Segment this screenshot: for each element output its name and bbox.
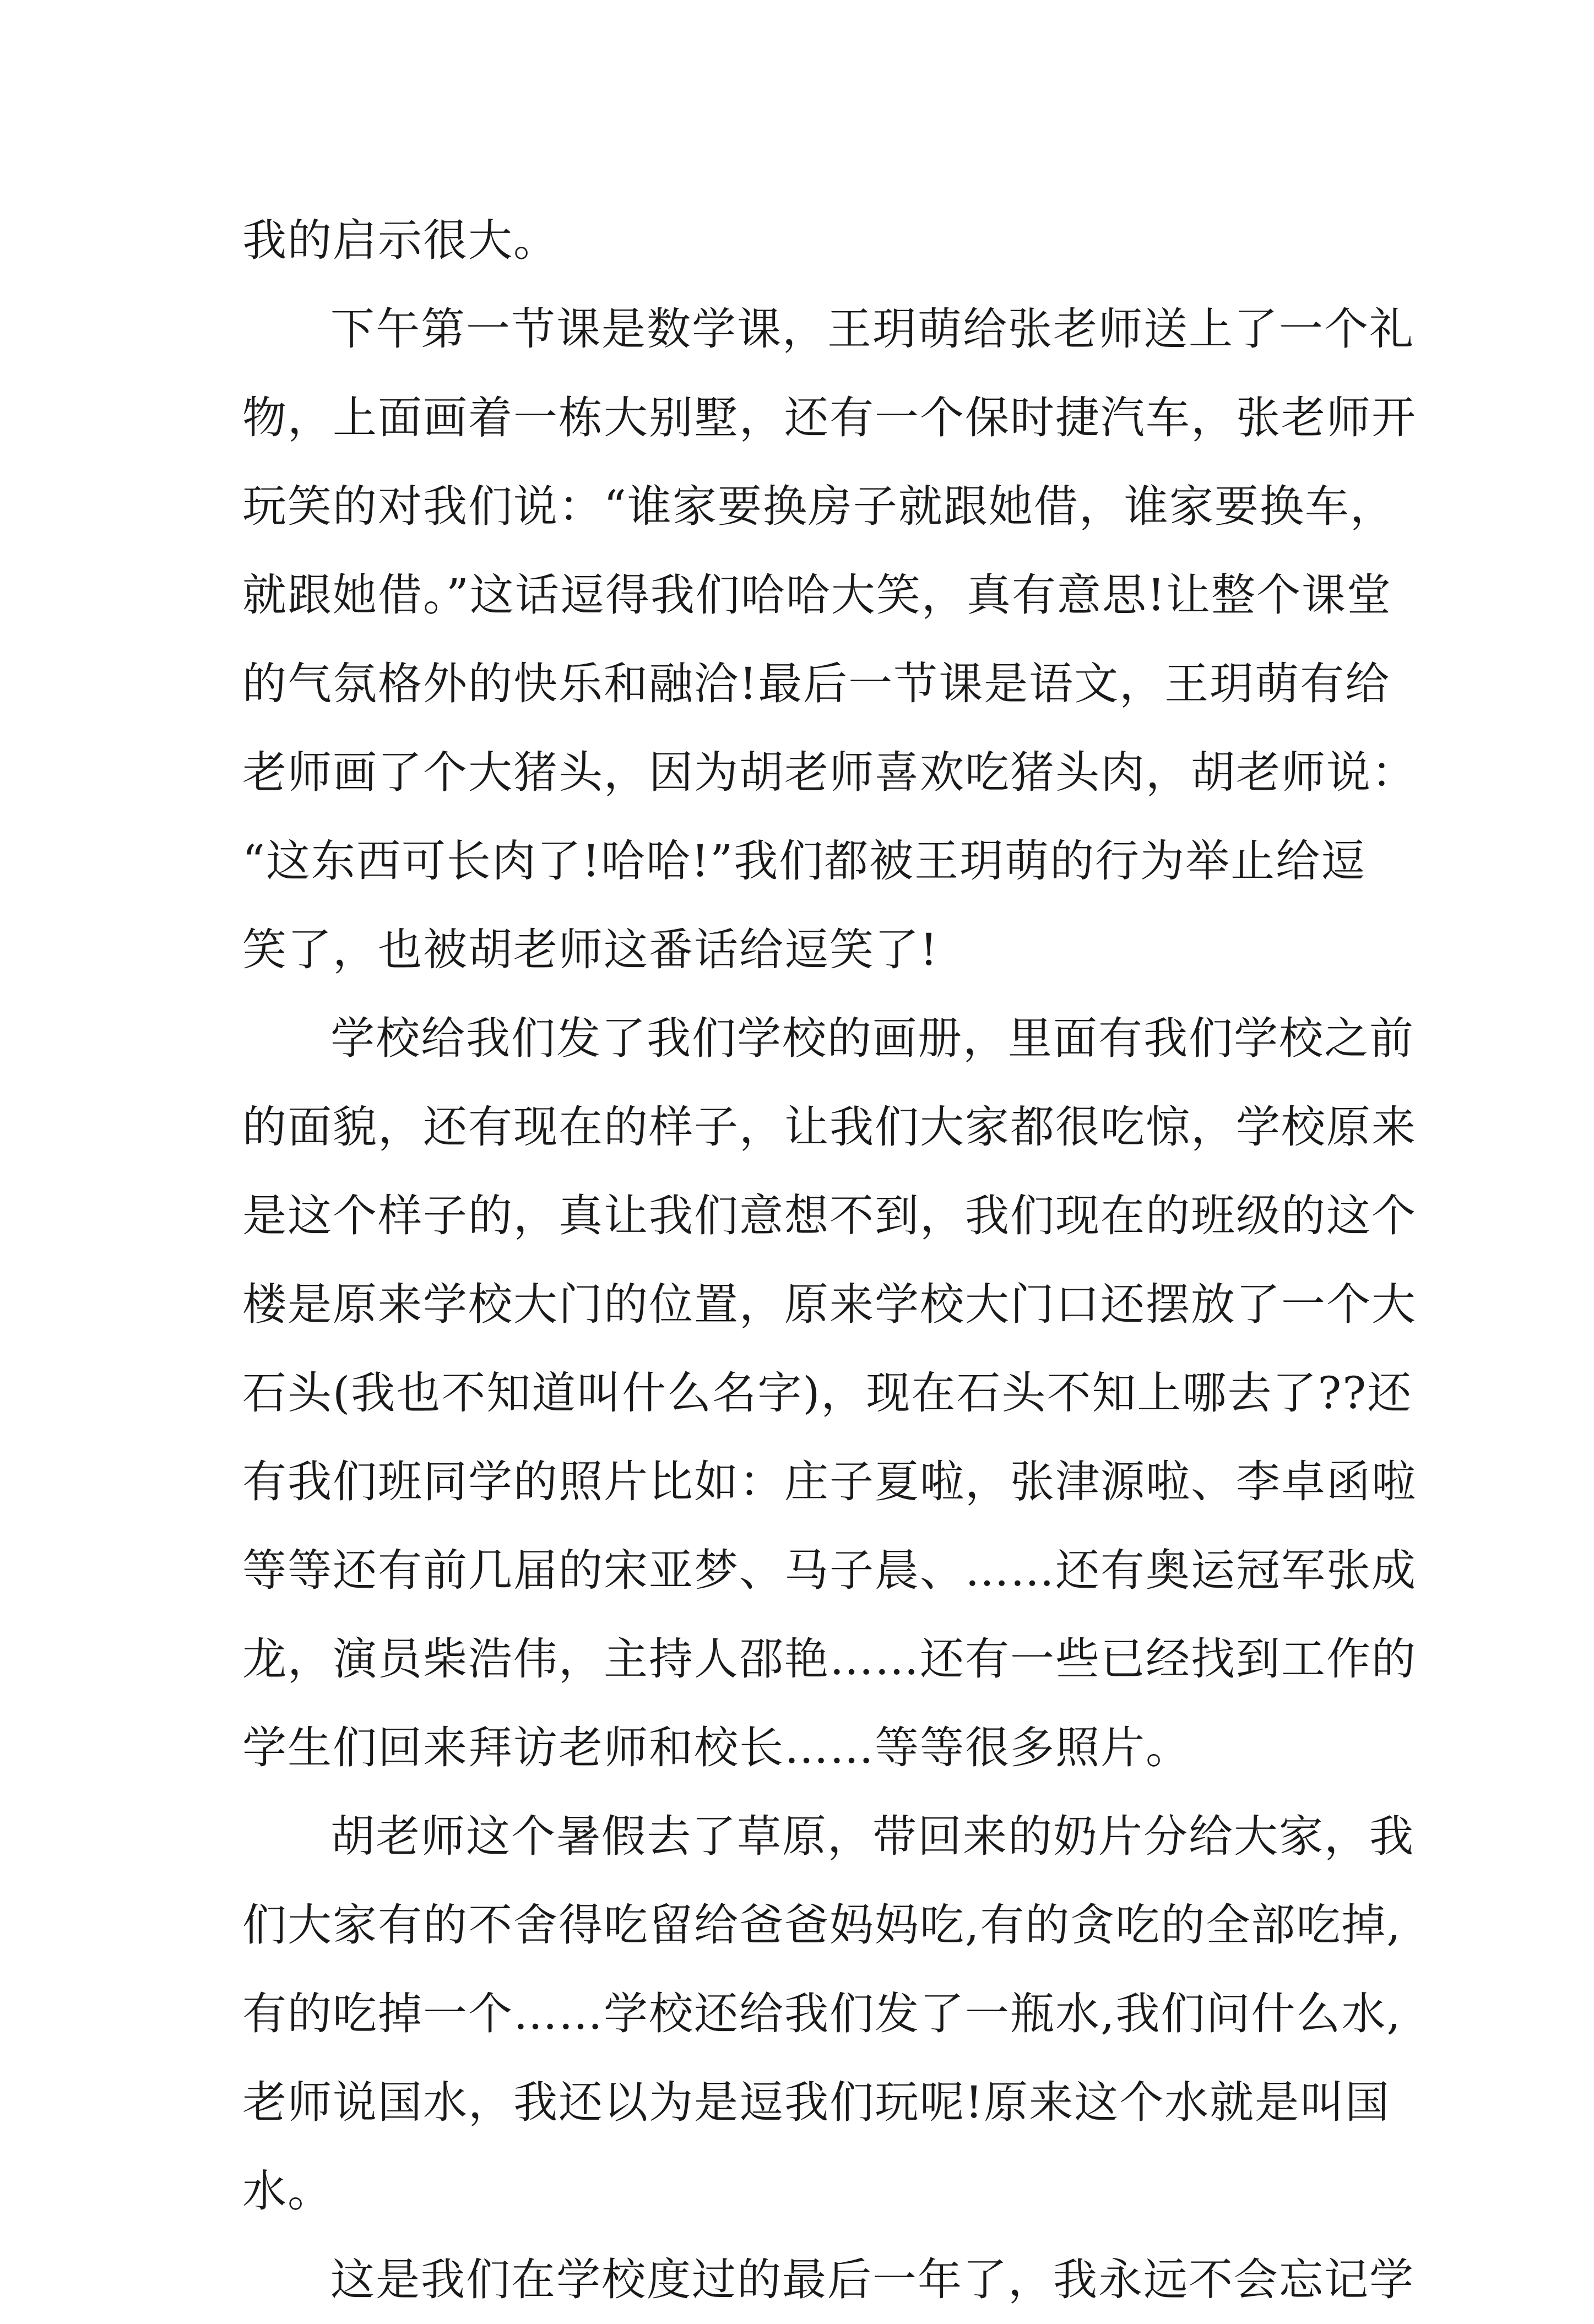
text-line: 这是我们在学校度过的最后一年了，我永远不会忘记学 (330, 2254, 1414, 2305)
text-line: 石头(我也不知道叫什么名字)，现在石头不知上哪去了??还 (242, 1367, 1413, 1419)
text-line: 下午第一节课是数学课，王玥萌给张老师送上了一个礼 (330, 303, 1414, 355)
text-line: 就跟她借。”这话逗得我们哈哈大笑，真有意思!让整个课堂 (242, 569, 1392, 621)
text-line: 老师说国水，我还以为是逗我们玩呢!原来这个水就是叫国 (242, 2077, 1391, 2128)
text-line: 等等还有前几届的宋亚梦、马子晨、……还有奥运冠军张成 (242, 1545, 1417, 1596)
text-line: 的气氛格外的快乐和融洽!最后一节课是语文，王玥萌有给 (242, 658, 1391, 709)
text-line: 是这个样子的，真让我们意想不到，我们现在的班级的这个 (242, 1190, 1417, 1241)
text-line: 有我们班同学的照片比如：庄子夏啦，张津源啦、李卓函啦 (242, 1456, 1417, 1507)
text-line: 楼是原来学校大门的位置，原来学校大门口还摆放了一个大 (242, 1279, 1417, 1330)
text-line: 物，上面画着一栋大别墅，还有一个保时捷汽车，张老师开 (242, 392, 1417, 443)
body-text (242, 196, 1417, 2324)
text-line: 水。 (242, 2165, 333, 2217)
text-line: 们大家有的不舍得吃留给爸爸妈妈吃,有的贪吃的全部吃掉, (242, 1899, 1402, 1951)
text-line: 学校给我们发了我们学校的画册，里面有我们学校之前 (330, 1013, 1414, 1064)
text-line: 龙，演员柴浩伟，主持人邵艳……还有一些已经找到工作的 (242, 1633, 1417, 1685)
text-line: 有的吃掉一个……学校还给我们发了一瓶水,我们问什么水, (242, 1988, 1402, 2039)
text-line: 胡老师这个暑假去了草原，带回来的奶片分给大家，我 (330, 1811, 1414, 1862)
text-line: 老师画了个大猪头，因为胡老师喜欢吃猪头肉，胡老师说： (242, 747, 1417, 798)
text-line: 学生们回来拜访老师和校长……等等很多照片。 (242, 1722, 1191, 1773)
text-line: “这东西可长肉了!哈哈!”我们都被王玥萌的行为举止给逗 (242, 835, 1367, 887)
text-line: 玩笑的对我们说：“谁家要换房子就跟她借，谁家要换车， (242, 481, 1395, 532)
text-line: 的面貌，还有现在的样子，让我们大家都很吃惊，学校原来 (242, 1101, 1417, 1153)
text-line: 笑了，也被胡老师这番话给逗笑了! (242, 924, 939, 975)
text-line: 我的启示很大。 (242, 215, 559, 266)
